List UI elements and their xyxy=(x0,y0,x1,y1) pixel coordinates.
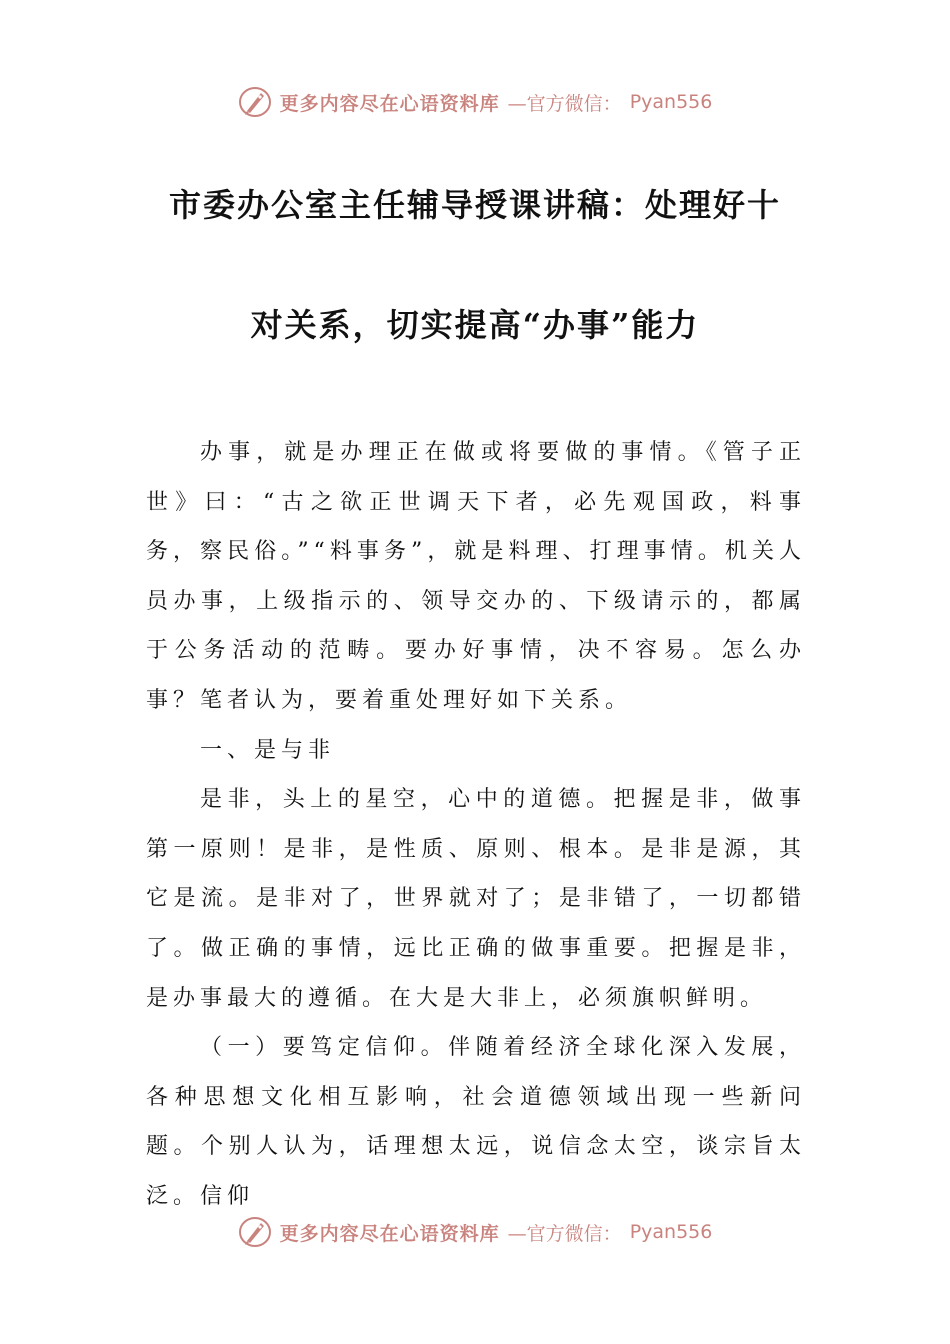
paragraph-subsection-1: （一）要笃定信仰。伴随着经济全球化深入发展，各种思想文化相互影响，社会道德领域出现一些新问题。个别人认为，话理想太远，说信念太空，谈宗旨太泛。信仰 xyxy=(146,1035,806,1209)
watermark-id: Pyan556 xyxy=(629,91,713,113)
pen-nib-icon xyxy=(238,1215,272,1249)
watermark-channel: —官方微信： xyxy=(507,92,622,115)
document-body xyxy=(146,428,806,1222)
watermark-brand: 更多内容尽在心语资料库 xyxy=(279,1222,500,1245)
watermark-channel: —官方微信： xyxy=(507,1222,622,1245)
watermark-id: Pyan556 xyxy=(629,1221,713,1243)
watermark-brand: 更多内容尽在心语资料库 xyxy=(279,92,500,115)
pen-nib-icon xyxy=(238,85,272,119)
paragraph-intro: 办事，就是办理正在做或将要做的事情。《管子正世》曰：“古之欲正世调天下者，必先观国政，料事务，察民俗。”“料事务”，就是料理、打理事情。机关人员办事，上级指示的、领导交办的、下级请示的，都属于公务活动的范畴。要办好事情，决不容易。怎么办事？笔者认为，要着重处理好如下关系。 xyxy=(146,440,806,713)
paragraph-section-1: 是非，头上的星空，心中的道德。把握是非，做事第一原则！是非，是性质、原则、根本。是非是源，其它是流。是非对了，世界就对了；是非错了，一切都错了。做正确的事情，远比正确的做事重要。把握是非，是办事最大的遵循。在大是大非上，必须旗帜鲜明。 xyxy=(146,787,806,1011)
watermark-header xyxy=(0,82,950,122)
watermark-footer xyxy=(0,1212,950,1252)
document-title-line-2: 对关系，切实提高“办事”能力 xyxy=(250,306,700,344)
section-heading: 一、是与非 xyxy=(200,737,336,763)
document-title-line-1: 市委办公室主任辅导授课讲稿：处理好十 xyxy=(168,186,781,224)
